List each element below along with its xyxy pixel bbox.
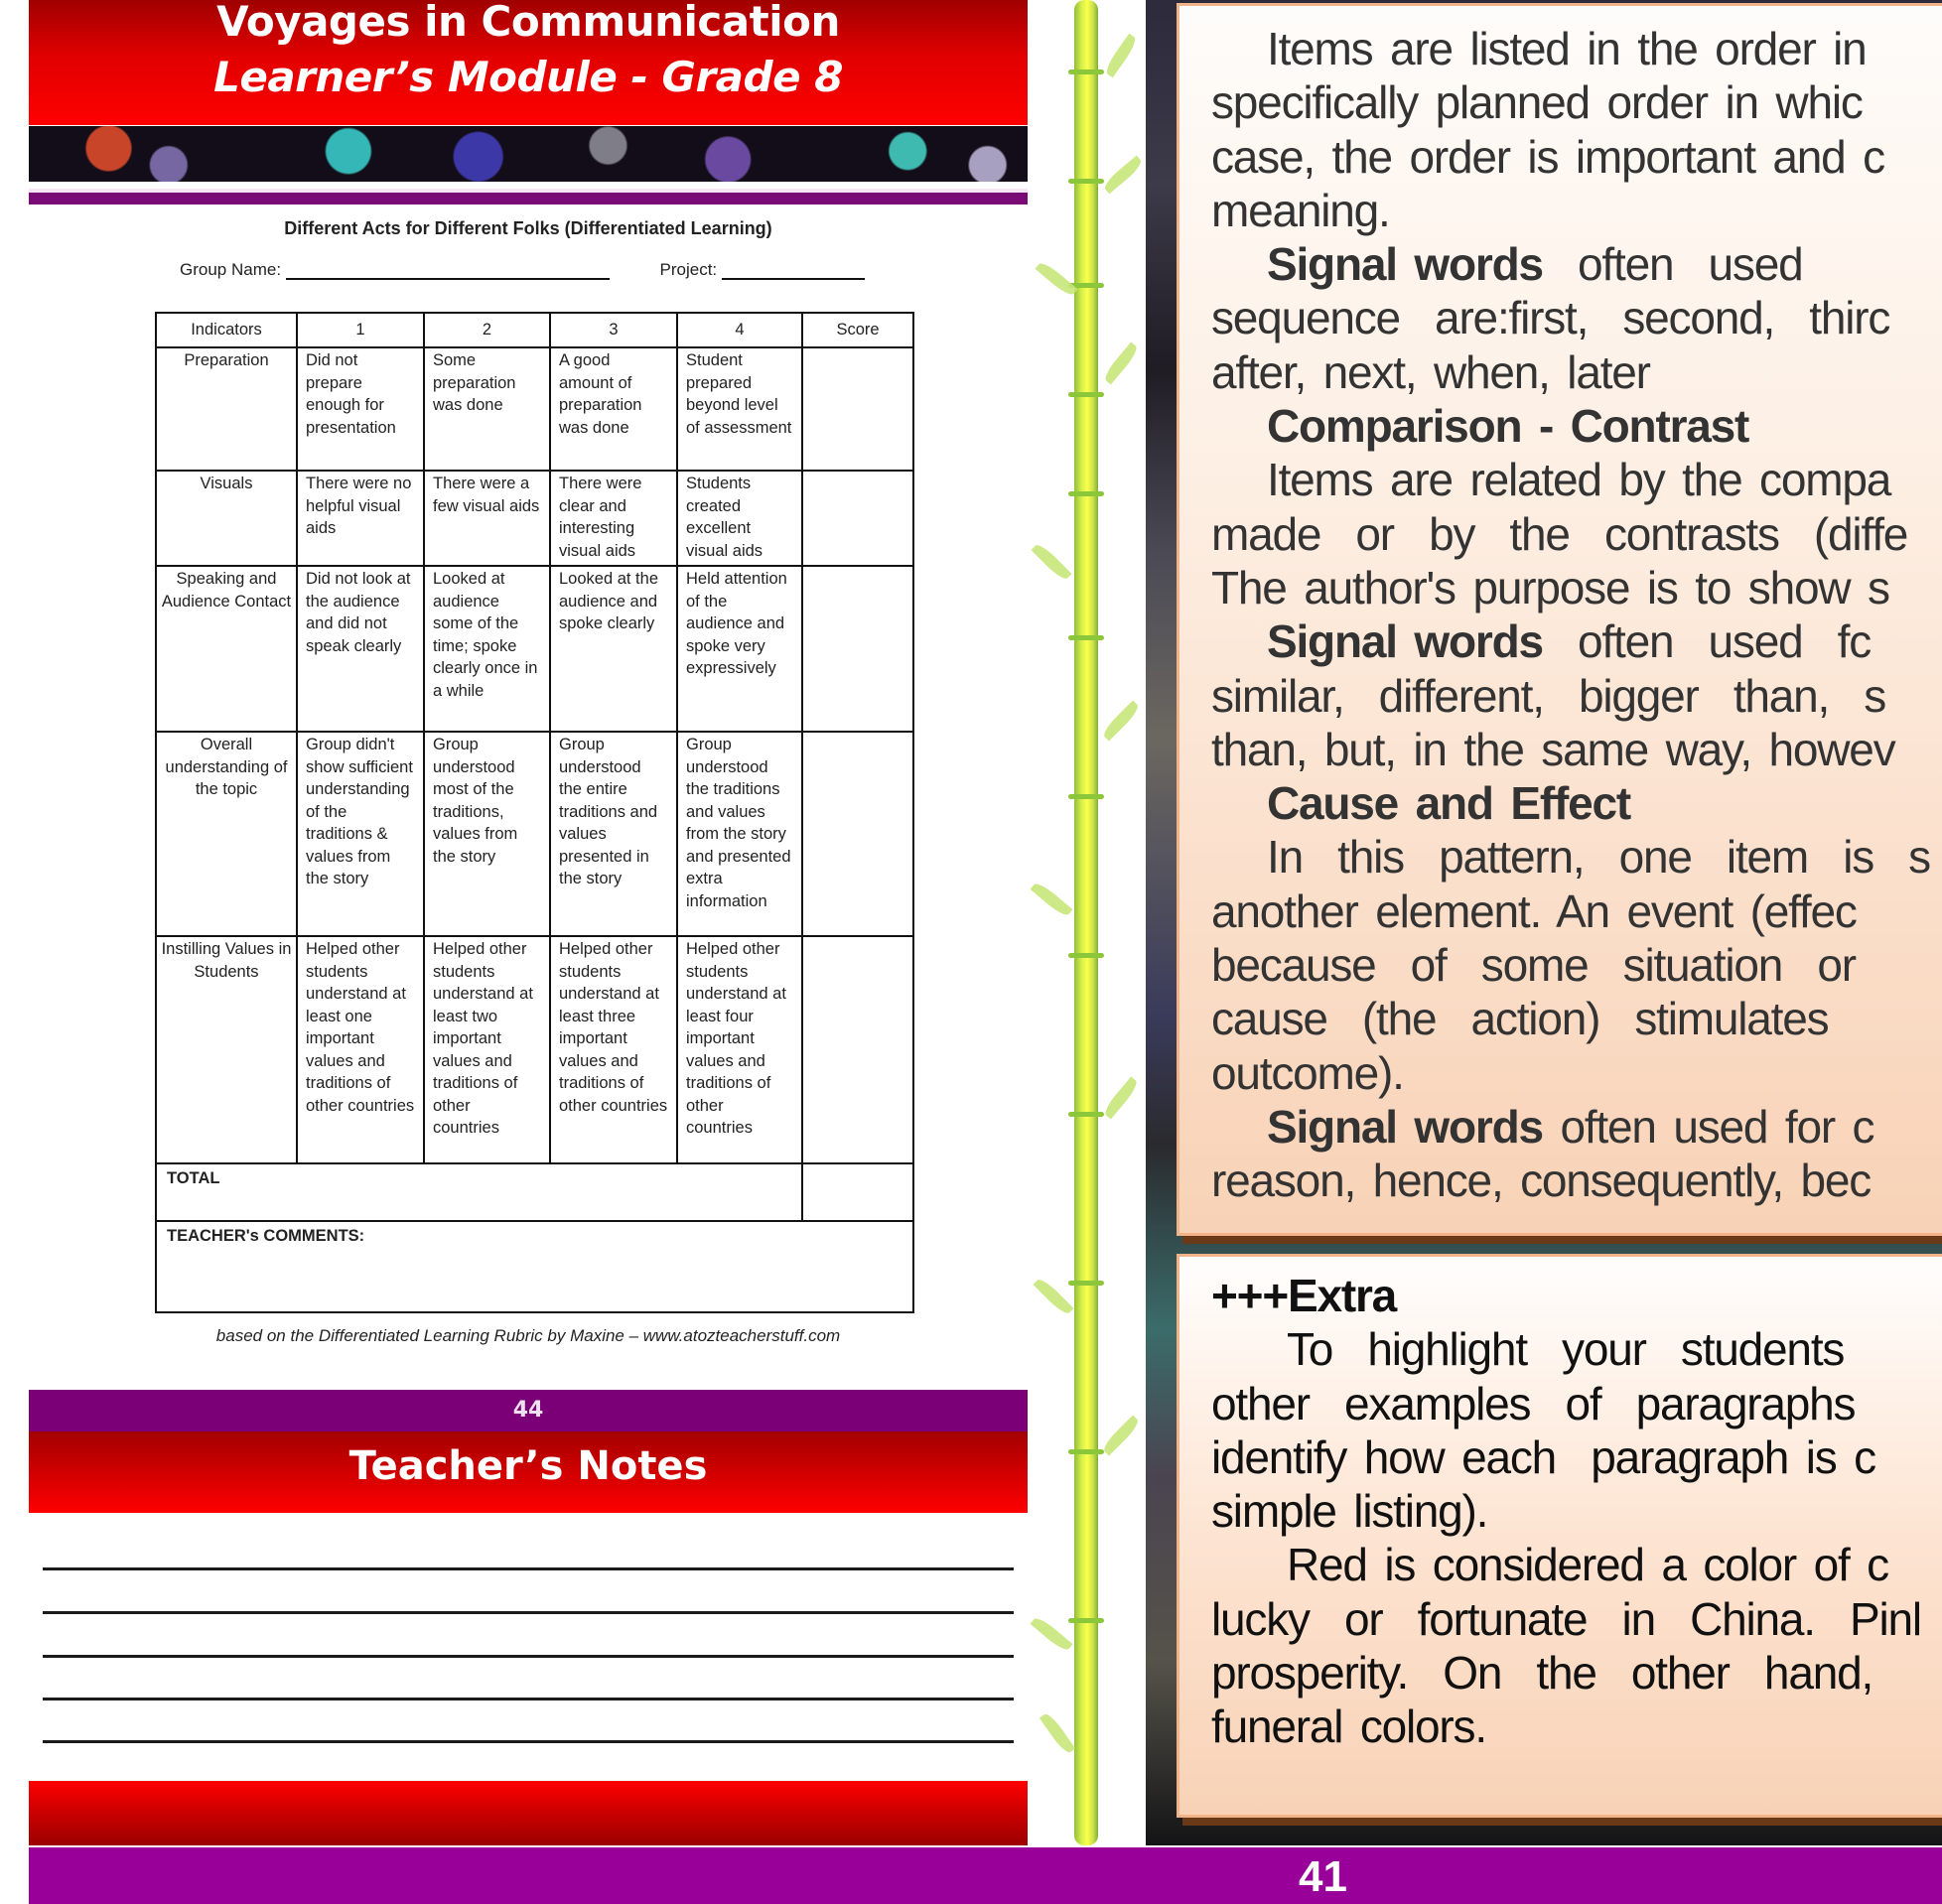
extra-notes-box xyxy=(1177,1254,1942,1818)
bamboo-leaf-icon xyxy=(1102,1077,1141,1120)
score-cell[interactable] xyxy=(802,471,913,566)
text-line: In this pattern, one item is s xyxy=(1267,831,1930,884)
project-field[interactable] xyxy=(722,262,865,280)
text-line: Signal words often used for c xyxy=(1267,1100,1874,1153)
text-line: Items are listed in the order in xyxy=(1267,23,1867,74)
bottom-red-band xyxy=(29,1781,1028,1845)
bamboo-node-icon xyxy=(1068,1112,1104,1117)
rubric-cell: There were clear and interesting visual aids xyxy=(550,471,677,566)
text-line: because of some situation or xyxy=(1211,939,1856,992)
score-cell[interactable] xyxy=(802,347,913,471)
text-line: after, next, when, later xyxy=(1211,345,1650,398)
column-header: Indicators xyxy=(156,313,297,347)
indicator-cell: Speaking and Audience Contact xyxy=(156,566,297,732)
bamboo-leaf-icon xyxy=(1031,1615,1073,1654)
score-cell[interactable] xyxy=(802,936,913,1163)
column-header: 3 xyxy=(550,313,677,347)
total-label: TOTAL xyxy=(156,1163,802,1221)
bamboo-leaf-icon xyxy=(1102,342,1141,385)
text-line: To highlight your students xyxy=(1287,1323,1845,1376)
text-line: identify how each paragraph is c xyxy=(1211,1430,1875,1483)
rubric-cell: Group understood the traditions and values from the story and presented extra information xyxy=(677,732,802,936)
rubric-cell: Helped other students understand at least one important values and traditions of other countries xyxy=(297,936,424,1163)
text-line: cause (the action) stimulates xyxy=(1211,993,1829,1045)
bamboo-node-icon xyxy=(1068,794,1104,799)
bamboo-leaf-icon xyxy=(1102,156,1145,195)
text-line: specifically planned order in whic xyxy=(1211,76,1863,129)
bamboo-node-icon xyxy=(1068,69,1104,74)
comments-row xyxy=(156,1221,913,1312)
rubric-cell: Group understood the entire traditions and values presented in the story xyxy=(550,732,677,936)
text-line: than, but, in the same way, howev xyxy=(1211,723,1895,775)
purple-divider xyxy=(29,189,1028,204)
rubric-title: Different Acts for Different Folks (Differentiated Learning) xyxy=(284,218,772,238)
table-header-row xyxy=(156,313,913,347)
text-line: Red is considered a color of c xyxy=(1287,1539,1888,1591)
text-line: sequence are:first, second, thirc xyxy=(1211,292,1890,344)
bamboo-node-icon xyxy=(1068,179,1104,184)
teacher-comments-label: TEACHER's COMMENTS: xyxy=(156,1221,913,1312)
text-line: another element. An event (effec xyxy=(1211,884,1857,937)
rubric-cell: Looked at the audience and spoke clearly xyxy=(550,566,677,732)
bamboo-stalk-icon xyxy=(1074,0,1098,1845)
rubric-cell: Students created excellent visual aids xyxy=(677,471,802,566)
bamboo-node-icon xyxy=(1068,953,1104,958)
indicator-cell: Overall understanding of the topic xyxy=(156,732,297,936)
column-header: 2 xyxy=(424,313,550,347)
bamboo-leaf-icon xyxy=(1036,260,1078,299)
score-cell[interactable] xyxy=(802,566,913,732)
bottom-page-bar xyxy=(29,1845,1942,1904)
note-line[interactable] xyxy=(43,1611,1014,1614)
rubric-cell: Group didn't show sufficient understanding of the traditions & values from the story xyxy=(297,732,424,936)
bamboo-leaf-icon xyxy=(1040,1711,1075,1756)
table-row xyxy=(156,566,913,732)
left-page xyxy=(29,0,1028,1845)
decorative-pattern-band xyxy=(29,126,1028,182)
note-line[interactable] xyxy=(43,1740,1014,1743)
rubric-cell: Did not prepare enough for presentation xyxy=(297,347,424,471)
bamboo-node-icon xyxy=(1068,635,1104,640)
page-number: 44 xyxy=(512,1398,544,1423)
text-line: Signal words often used xyxy=(1267,238,1803,291)
text-structure-notes-box xyxy=(1177,3,1942,1236)
page-number: 41 xyxy=(1299,1852,1347,1901)
total-score-cell[interactable] xyxy=(802,1163,913,1221)
bamboo-node-icon xyxy=(1068,1449,1104,1454)
bamboo-node-icon xyxy=(1068,392,1104,397)
rubric-cell: There were a few visual aids xyxy=(424,471,550,566)
rubric-cell: Helped other students understand at least three important values and traditions of other countries xyxy=(550,936,677,1163)
text-line: outcome). xyxy=(1211,1046,1404,1099)
text-line: lucky or fortunate in China. Pinl xyxy=(1211,1592,1921,1645)
note-line[interactable] xyxy=(43,1698,1014,1700)
module-subtitle: Learner’s Module - Grade 8 xyxy=(213,53,843,101)
page-number-bar xyxy=(29,1390,1028,1431)
text-line: reason, hence, consequently, bec xyxy=(1211,1155,1872,1207)
score-cell[interactable] xyxy=(802,732,913,936)
rubric-cell: Looked at audience some of the time; spoke clearly once in a while xyxy=(424,566,550,732)
indicator-cell: Visuals xyxy=(156,471,297,566)
text-line: prosperity. On the other hand, xyxy=(1211,1647,1873,1700)
group-name-field[interactable] xyxy=(286,262,610,280)
teachers-notes-title: Teacher’s Notes xyxy=(348,1443,708,1489)
bamboo-leaf-icon xyxy=(1100,1415,1141,1455)
rubric-cell: Held attention of the audience and spoke very expressively xyxy=(677,566,802,732)
rubric-cell: There were no helpful visual aids xyxy=(297,471,424,566)
rubric-table xyxy=(155,312,914,1313)
rubric-citation: based on the Differentiated Learning Rubric by Maxine – www.atozteacherstuff.com xyxy=(215,1326,841,1345)
indicator-cell: Preparation xyxy=(156,347,297,471)
text-line: meaning. xyxy=(1211,184,1390,236)
bamboo-node-icon xyxy=(1068,1618,1104,1623)
module-title: Voyages in Communication xyxy=(216,0,840,46)
text-line: simple listing). xyxy=(1211,1485,1488,1538)
group-name-label: Group Name: xyxy=(180,260,282,279)
table-row xyxy=(156,347,913,471)
text-line: case, the order is important and c xyxy=(1211,130,1884,183)
text-line: funeral colors. xyxy=(1211,1700,1486,1753)
section-heading: Cause and Effect xyxy=(1267,777,1631,830)
text-line: Signal words often used fc xyxy=(1267,615,1871,668)
indicator-cell: Instilling Values in Students xyxy=(156,936,297,1163)
bamboo-leaf-icon xyxy=(1100,700,1141,741)
bamboo-leaf-icon xyxy=(1031,881,1073,919)
column-header: 1 xyxy=(297,313,424,347)
text-line: made or by the contrasts (diffe xyxy=(1211,507,1908,560)
text-line: Items are related by the compa xyxy=(1267,454,1891,506)
rubric-cell: Helped other students understand at least four important values and traditions of other countries xyxy=(677,936,802,1163)
group-project-row xyxy=(180,260,934,280)
text-line: similar, different, bigger than, s xyxy=(1211,669,1886,722)
rubric-cell: Group understood most of the traditions, values from the story xyxy=(424,732,550,936)
teachers-notes-header xyxy=(29,1431,1028,1513)
bamboo-divider xyxy=(1029,0,1146,1845)
rubric-cell: A good amount of preparation was done xyxy=(550,347,677,471)
note-line[interactable] xyxy=(43,1655,1014,1658)
extra-heading: +++Extra xyxy=(1211,1270,1397,1321)
module-header xyxy=(29,0,1028,125)
bamboo-leaf-icon xyxy=(1031,541,1071,582)
text-line: The author's purpose is to show s xyxy=(1211,561,1889,613)
rubric-cell: Some preparation was done xyxy=(424,347,550,471)
note-line[interactable] xyxy=(43,1567,1014,1570)
column-header: 4 xyxy=(677,313,802,347)
bamboo-leaf-icon xyxy=(1103,34,1139,78)
table-row xyxy=(156,732,913,936)
rubric-cell: Student prepared beyond level of assessment xyxy=(677,347,802,471)
project-label: Project: xyxy=(659,260,718,279)
section-heading: Comparison - Contrast xyxy=(1267,400,1749,453)
text-line: other examples of paragraphs xyxy=(1211,1377,1856,1429)
table-row xyxy=(156,936,913,1163)
rubric-cell: Helped other students understand at least two important values and traditions of other countries xyxy=(424,936,550,1163)
rubric-cell: Did not look at the audience and did not speak clearly xyxy=(297,566,424,732)
bamboo-node-icon xyxy=(1068,1281,1104,1286)
table-row xyxy=(156,471,913,566)
total-row xyxy=(156,1163,913,1221)
bamboo-node-icon xyxy=(1068,491,1104,496)
column-header: Score xyxy=(802,313,913,347)
